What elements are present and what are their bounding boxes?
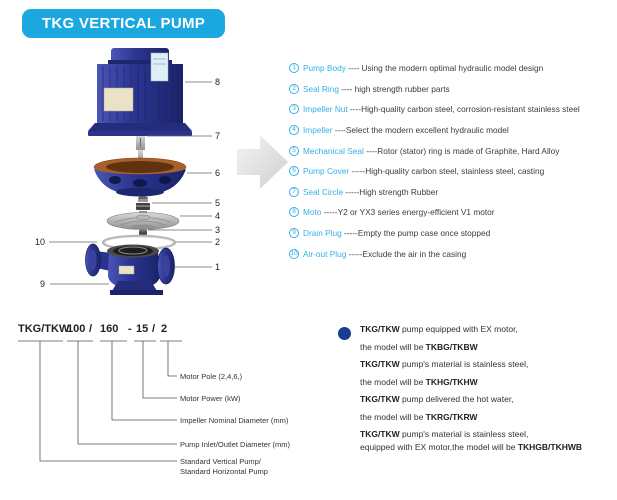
circled-number: 9 <box>289 228 299 238</box>
part-name: Air-out Plug <box>303 248 347 259</box>
part-description: ----Select the modern excellent hydraulic model <box>332 125 509 136</box>
part-description: -----Empty the pump case once stopped <box>341 228 491 239</box>
callout-7: 7 <box>215 131 221 141</box>
part-description: ----Rotor (stator) ring is made of Graphite, Hard Alloy <box>363 145 560 156</box>
parts-list-item <box>289 120 580 141</box>
parts-list-item <box>289 99 580 120</box>
model-token-5: / <box>152 323 156 335</box>
callout-3: 3 <box>215 225 221 235</box>
parts-list-item <box>289 161 580 182</box>
circled-number: 7 <box>289 187 299 197</box>
note-line: TKG/TKW pump's material is stainless steel, <box>360 359 529 369</box>
part-name: Impeller Nut <box>303 104 348 115</box>
part-name: Impeller <box>303 125 333 136</box>
part-name: Seal Circle <box>303 186 344 197</box>
model-token-3: - <box>128 323 132 335</box>
model-notes-text <box>360 324 614 452</box>
circled-number: 10 <box>290 249 298 257</box>
circled-number: 2 <box>289 84 299 94</box>
circled-number: 8 <box>289 207 299 217</box>
part-name: Mechanical Seal <box>303 145 364 156</box>
label-inlet-outlet: Pump Inlet/Outlet Diameter (mm) <box>180 440 291 449</box>
label-standard-vertical: Standard Vertical Pump/ <box>180 457 261 466</box>
motor-bracket <box>94 158 186 197</box>
part-description: -----Exclude the air in the casing <box>346 248 467 259</box>
circled-number: 1 <box>289 63 299 73</box>
bullet-icon <box>338 327 351 340</box>
note-line: the model will be TKRG/TKRW <box>360 411 478 422</box>
model-token-4: 15 <box>136 323 149 335</box>
callout-4: 4 <box>215 211 221 221</box>
callout-6: 6 <box>215 168 221 178</box>
note-line: TKG/TKW pump equipped with EX motor, <box>360 324 518 334</box>
pump-body-part <box>86 244 175 295</box>
part-name: Drain Plug <box>303 228 342 239</box>
motor-nameplate-top <box>151 53 168 81</box>
motor-nameplate-front <box>104 88 133 111</box>
callout-10: 10 <box>35 237 46 247</box>
part-name: Moto <box>303 207 322 218</box>
model-notes <box>336 324 614 459</box>
callout-9: 9 <box>40 279 46 289</box>
note-line: TKG/TKW pump delivered the hot water, <box>360 394 514 404</box>
model-code-string <box>18 323 167 335</box>
model-code-labels <box>180 372 291 476</box>
circled-number: 5 <box>289 146 299 156</box>
part-name: Seal Ring <box>303 83 339 94</box>
impeller <box>107 213 179 230</box>
parts-list-item <box>289 58 580 79</box>
label-motor-power: Motor Power (kW) <box>180 394 241 403</box>
part-name: Pump Cover <box>303 166 350 177</box>
model-token-2: 160 <box>100 323 119 335</box>
part-description: ---- Using the modern optimal hydraulic model design <box>345 63 544 74</box>
page-title: TKG VERTICAL PUMP <box>41 15 206 32</box>
parts-list <box>289 58 580 264</box>
page-title-banner <box>22 9 225 38</box>
model-token-1: / <box>89 323 93 335</box>
part-description: ----High-quality carbon steel, corrosion-resistant stainless steel <box>347 104 580 115</box>
callout-8: 8 <box>215 77 221 87</box>
model-token-0: 100 <box>67 323 86 335</box>
callout-5: 5 <box>215 198 221 208</box>
circled-number: 4 <box>289 125 299 135</box>
model-prefix: TKG/TKW <box>18 323 70 335</box>
note-line: the model will be TKBG/TKBW <box>360 341 478 352</box>
model-code-diagram <box>10 316 310 494</box>
parts-list-item <box>289 182 580 203</box>
arrow-right-icon <box>236 132 290 192</box>
motor <box>88 48 192 136</box>
impeller-nut <box>139 229 147 235</box>
label-motor-pole: Motor Pole (2,4,6,) <box>180 372 243 381</box>
callout-1: 1 <box>215 262 221 272</box>
part-description: -----High-quality carbon steel, stainless steel, casting <box>349 166 545 177</box>
note-line: TKG/TKW pump's material is stainless steel, <box>360 429 529 439</box>
label-standard-horizontal: Standard Horizontal Pump <box>180 467 268 476</box>
circled-number: 3 <box>289 104 299 114</box>
parts-list-item <box>289 79 580 100</box>
part-description: -----Y2 or YX3 series energy-efficient V1 motor <box>321 207 495 218</box>
body-nameplate <box>119 266 134 274</box>
model-code-lines <box>18 341 182 461</box>
label-impeller-diameter: Impeller Nominal Diameter (mm) <box>180 416 289 425</box>
part-name: Pump Body <box>303 63 346 74</box>
note-line: the model will be TKHG/TKHW <box>360 376 478 387</box>
parts-list-item <box>289 243 580 264</box>
parts-list-item <box>289 140 580 161</box>
parts-list-item <box>289 223 580 244</box>
callout-2: 2 <box>215 237 221 247</box>
model-token-6: 2 <box>161 323 168 335</box>
shaft <box>136 136 145 161</box>
parts-list-item <box>289 202 580 223</box>
pump-base <box>112 281 157 291</box>
circled-number: 6 <box>289 166 299 176</box>
note-line: equipped with EX motor,the model will be TKHGB/TKHWB <box>360 441 583 452</box>
part-description: -----High strength Rubber <box>343 186 439 197</box>
part-description: ---- high strength rubber parts <box>338 83 450 94</box>
